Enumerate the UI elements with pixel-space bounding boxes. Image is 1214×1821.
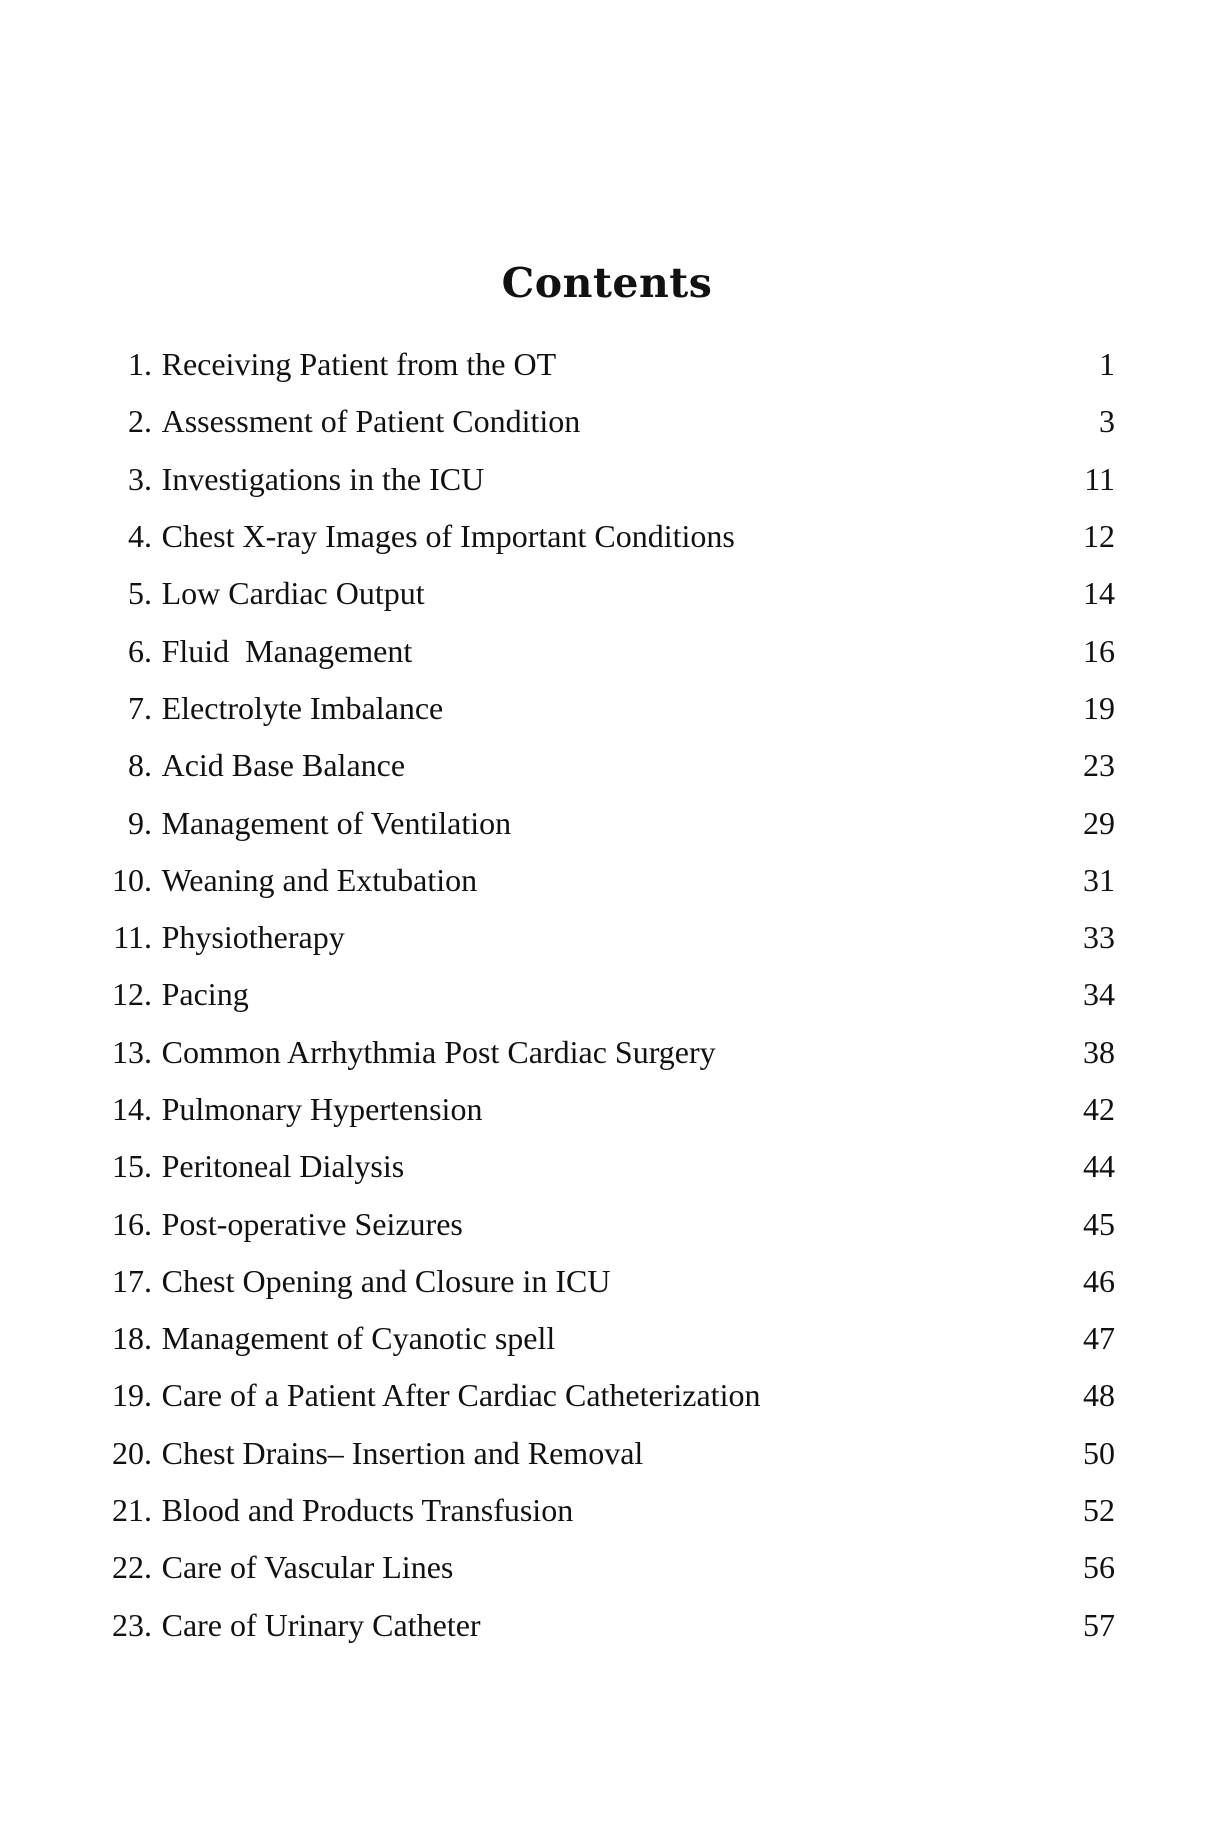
toc-entry — [100, 1310, 1115, 1367]
toc-entry-title: Blood and Products Transfusion — [161, 1492, 574, 1529]
toc-entry-number: 4. — [128, 518, 152, 555]
toc-entry-number: 7. — [128, 689, 152, 726]
toc-entry-title: Assessment of Patient Condition — [161, 403, 581, 440]
toc-entry — [100, 852, 1115, 909]
toc-entry — [100, 508, 1115, 565]
toc-entry — [100, 966, 1115, 1023]
toc-entry-title: Chest Opening and Closure in ICU — [161, 1262, 611, 1299]
toc-entry-number: 20. — [112, 1434, 152, 1471]
toc-entry-page: 11 — [1084, 460, 1115, 497]
toc-entry-title: Chest X-ray Images of Important Conditions — [161, 518, 735, 555]
toc-entry-number: 1. — [128, 346, 152, 383]
toc-entry-title: Pacing — [161, 976, 249, 1013]
toc-entry-number: 19. — [112, 1377, 152, 1414]
toc-entry — [100, 1539, 1115, 1596]
toc-entry-title: Post-operative Seizures — [161, 1205, 463, 1242]
toc-entry-number: 16. — [112, 1205, 152, 1242]
toc-entry-number: 11. — [113, 919, 152, 956]
toc-entry — [100, 1425, 1115, 1482]
toc-entry — [100, 1253, 1115, 1310]
toc-entry-title: Management of Ventilation — [161, 804, 512, 841]
toc-entry-page: 3 — [1099, 403, 1115, 440]
toc-entry — [100, 1195, 1115, 1252]
toc-entry-number: 8. — [128, 747, 152, 784]
toc-entry-title: Fluid Management — [161, 632, 413, 669]
toc-entry-page: 44 — [1083, 1148, 1115, 1185]
toc-entry-title: Electrolyte Imbalance — [161, 689, 444, 726]
toc-entry-page: 19 — [1083, 689, 1115, 726]
toc-entry-title: Investigations in the ICU — [161, 460, 485, 497]
toc-entry-number: 9. — [128, 804, 152, 841]
toc-entry-title: Receiving Patient from the OT — [161, 346, 557, 383]
toc-entry-page: 57 — [1083, 1606, 1115, 1643]
toc-entry-number: 3. — [128, 460, 152, 497]
toc-entry-number: 2. — [128, 403, 152, 440]
toc-entry-number: 21. — [112, 1492, 152, 1529]
toc-entry — [100, 622, 1115, 679]
toc-entry-page: 1 — [1099, 346, 1115, 383]
toc-entry — [100, 393, 1115, 450]
toc-entry-number: 10. — [112, 861, 152, 898]
toc-entry — [100, 794, 1115, 851]
toc-entry-title: Pulmonary Hypertension — [161, 1091, 483, 1127]
toc-entry-number: 23. — [112, 1606, 152, 1643]
toc-entry-number: 5. — [128, 575, 152, 612]
toc-entry — [100, 1482, 1115, 1539]
toc-entry-number: 17. — [112, 1262, 152, 1299]
toc-entry-title: Peritoneal Dialysis — [161, 1148, 405, 1185]
toc-entry-number: 15. — [112, 1148, 152, 1185]
toc-entry — [100, 909, 1115, 966]
toc-entry-title: Acid Base Balance — [161, 747, 406, 784]
toc-entry-number: 18. — [112, 1320, 152, 1357]
toc-entry — [100, 1367, 1115, 1424]
toc-entry-page: 50 — [1083, 1434, 1115, 1471]
toc-entry-title: Care of Vascular Lines — [161, 1549, 454, 1586]
toc-entry — [100, 336, 1115, 393]
toc-entry-number: 22. — [112, 1549, 152, 1586]
toc-entry-page: 33 — [1083, 919, 1115, 956]
toc-entry — [100, 680, 1115, 737]
toc-entry-title: Low Cardiac Output — [161, 575, 425, 612]
toc-entry-page: 56 — [1083, 1549, 1115, 1586]
toc-entry — [100, 1024, 1115, 1081]
toc-entry-page: 14 — [1083, 575, 1115, 612]
toc-entry-page: 46 — [1083, 1262, 1115, 1299]
toc-entry — [100, 737, 1115, 794]
table-of-contents — [100, 336, 1115, 1654]
toc-entry — [100, 451, 1115, 508]
toc-entry-number: 14. — [112, 1091, 152, 1127]
toc-entry-title: Weaning and Extubation — [161, 861, 478, 898]
toc-entry-title: Physiotherapy — [161, 919, 345, 956]
toc-entry-page: 48 — [1083, 1377, 1115, 1414]
toc-entry — [100, 1138, 1115, 1195]
toc-entry-page: 34 — [1083, 976, 1115, 1013]
toc-entry-page: 42 — [1083, 1091, 1115, 1127]
toc-entry-number: 6. — [128, 632, 152, 669]
toc-entry-page: 45 — [1083, 1205, 1115, 1242]
toc-entry-page: 38 — [1083, 1033, 1115, 1070]
toc-entry-page: 29 — [1083, 804, 1115, 841]
toc-entry-title: Common Arrhythmia Post Cardiac Surgery — [161, 1033, 716, 1070]
toc-entry — [100, 565, 1115, 622]
page-title: Contents — [501, 259, 713, 308]
toc-entry-title: Care of a Patient After Cardiac Catheterization — [161, 1377, 761, 1414]
toc-entry-page: 23 — [1083, 747, 1115, 784]
toc-entry-page: 52 — [1083, 1492, 1115, 1529]
toc-entry-number: 13. — [112, 1033, 152, 1070]
toc-entry-page: 31 — [1083, 861, 1115, 898]
toc-entry-page: 47 — [1083, 1320, 1115, 1357]
toc-entry-title: Chest Drains– Insertion and Removal — [161, 1434, 644, 1471]
toc-entry-page: 12 — [1083, 518, 1115, 555]
toc-entry-number: 12. — [112, 976, 152, 1013]
toc-entry — [100, 1597, 1115, 1654]
toc-entry — [100, 1081, 1115, 1138]
toc-entry-page: 16 — [1083, 632, 1115, 669]
toc-entry-title: Management of Cyanotic spell — [161, 1320, 556, 1357]
toc-entry-title: Care of Urinary Catheter — [161, 1606, 481, 1643]
